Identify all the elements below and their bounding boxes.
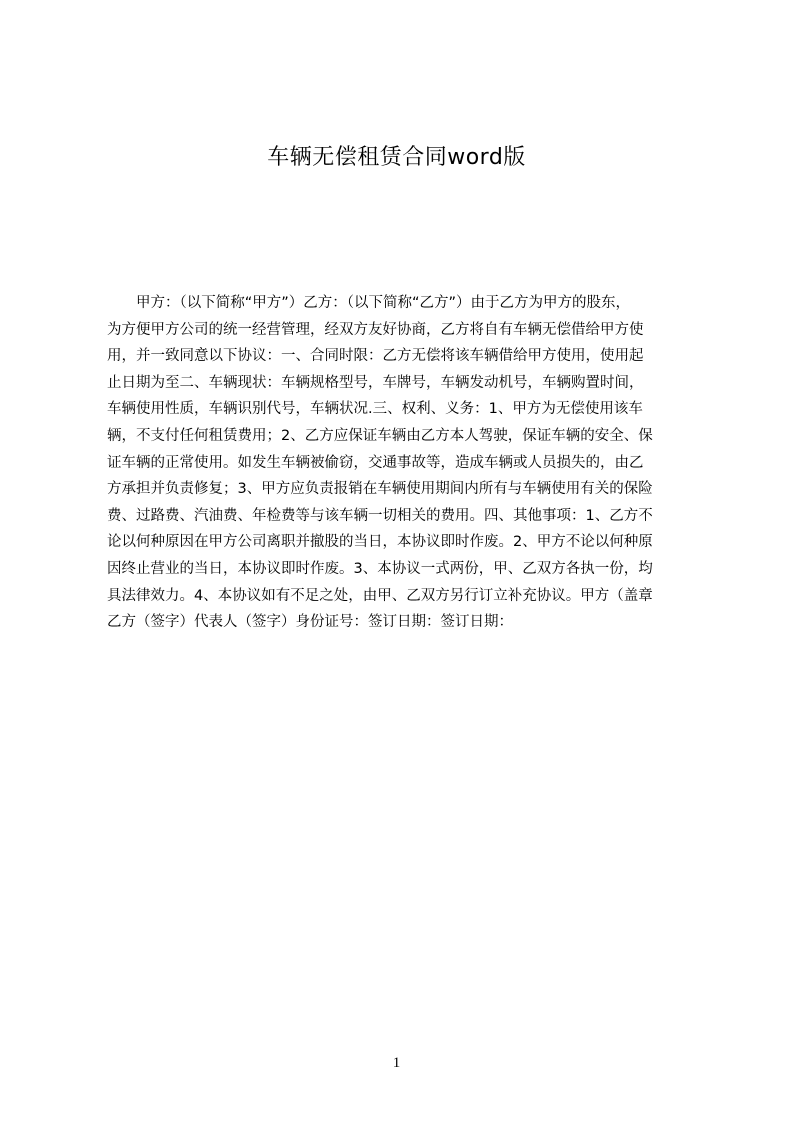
body-line: 用，并一致同意以下协议：一、合同时限：乙方无偿将该车辆借给甲方使用，使用起 bbox=[107, 348, 644, 365]
body-line: 方承担并负责修复；3、甲方应负责报销在车辆使用期间内所有与车辆使用有关的保险 bbox=[107, 481, 653, 498]
body-line: 证车辆的正常使用。如发生车辆被偷窃，交通事故等，造成车辆或人员损失的，由乙 bbox=[107, 454, 644, 471]
body-line: 具法律效力。4、本协议如有不足之处，由甲、乙双方另行订立补充协议。甲方（盖章 bbox=[107, 587, 653, 604]
document-title: 车辆无偿租赁合同word版 bbox=[267, 145, 526, 170]
body-line: 论以何种原因在甲方公司离职并撤股的当日，本协议即时作废。2、甲方不论以何种原 bbox=[107, 534, 653, 551]
contract-body bbox=[107, 290, 697, 640]
body-line: 止日期为至二、车辆现状：车辆规格型号，车牌号，车辆发动机号，车辆购置时间， bbox=[107, 374, 644, 391]
body-line: 甲方：（以下简称“甲方”）乙方：（以下简称“乙方”）由于乙方为甲方的股东， bbox=[107, 295, 631, 311]
body-line: 乙方（签字）代表人（签字）身份证号：签订日期：签订日期： bbox=[107, 614, 513, 631]
body-line: 为方便甲方公司的统一经营管理，经双方友好协商，乙方将自有车辆无偿借给甲方使 bbox=[107, 321, 644, 338]
body-line: 因终止营业的当日，本协议即时作废。3、本协议一式两份，甲、乙双方各执一份，均 bbox=[107, 560, 653, 577]
body-line: 费、过路费、汽油费、年检费等与该车辆一切相关的费用。四、其他事项：1、乙方不 bbox=[107, 507, 653, 524]
page-number: 1 bbox=[392, 1055, 401, 1071]
body-line: 车辆使用性质，车辆识别代号，车辆状况.三、权利、义务：1、甲方为无偿使用该车 bbox=[107, 401, 643, 418]
body-line: 辆，不支付任何租赁费用；2、乙方应保证车辆由乙方本人驾驶，保证车辆的安全、保 bbox=[107, 427, 653, 444]
